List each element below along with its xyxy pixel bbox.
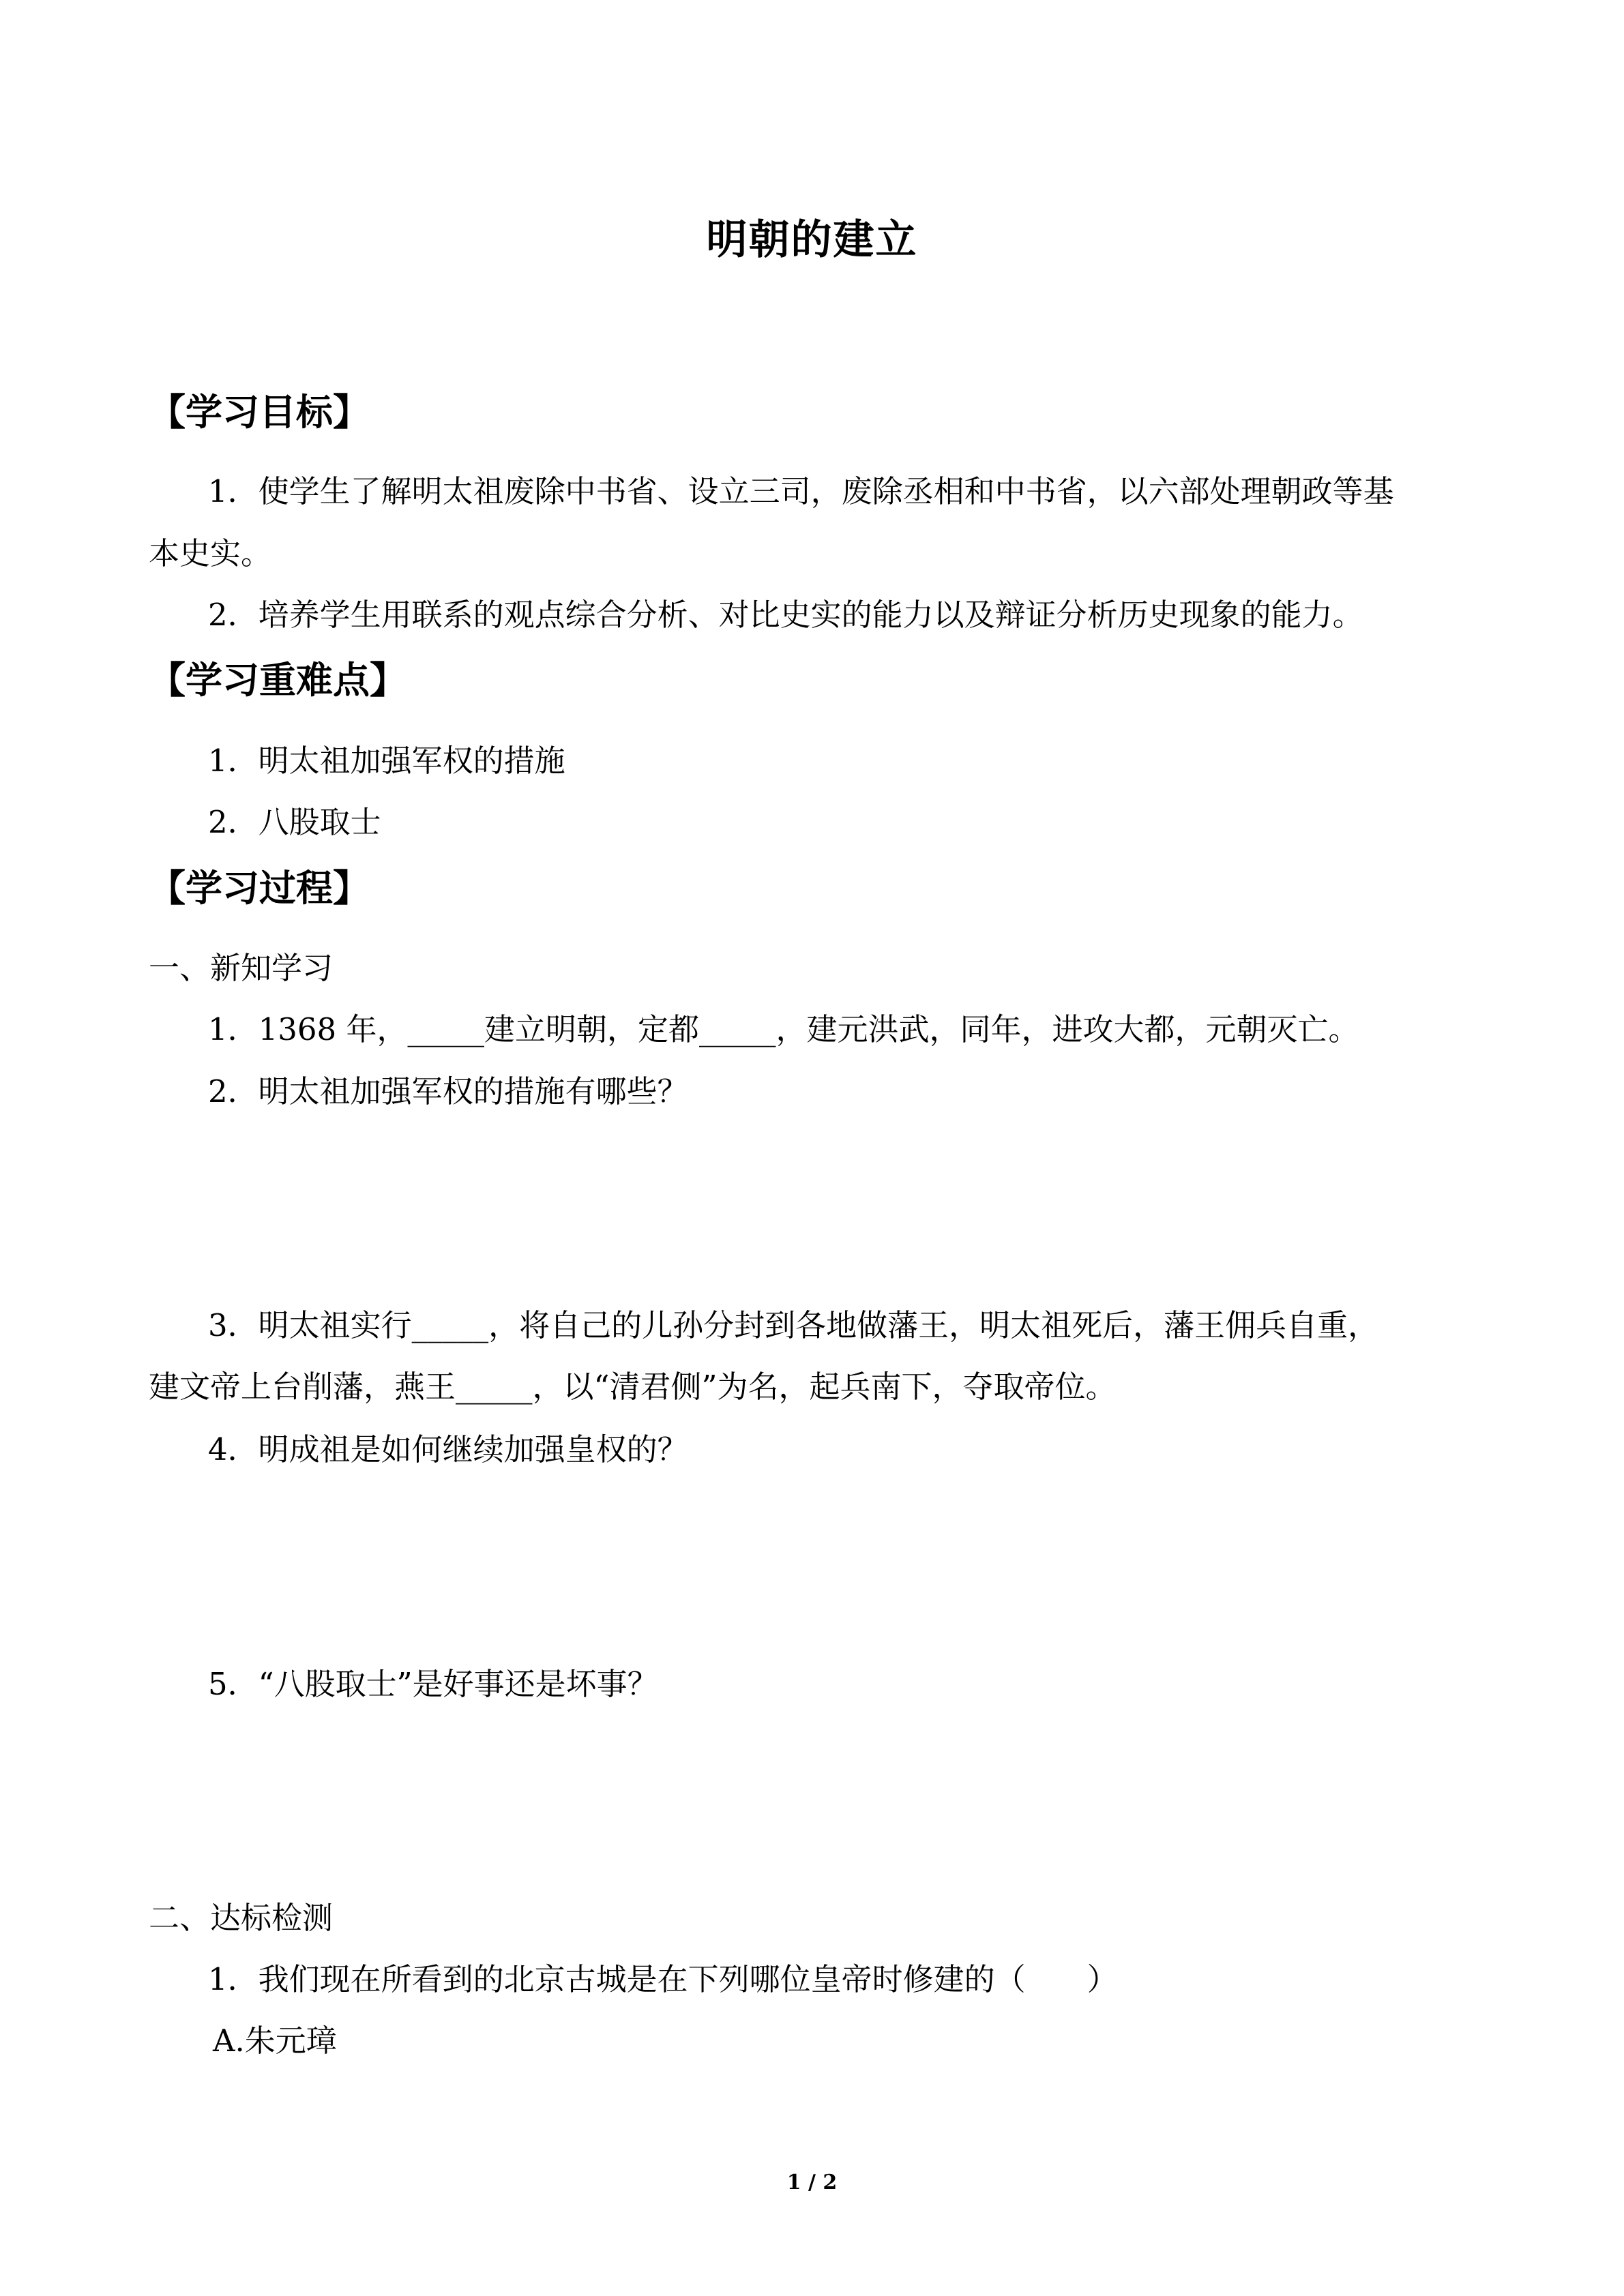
question-4: 4．明成祖是如何继续加强皇权的？ [208,1431,688,1467]
section-heading-process: 【学习过程】 [149,866,370,910]
page-number: 1 / 2 [786,2171,838,2194]
objective-item-1-line-1: 1．使学生了解明太祖废除中书省、设立三司，废除丞相和中书省，以六部处理朝政等基 [208,473,1394,509]
question-3-line-2: 建文帝上台削藩，燕王_____，以“清君侧”为名，起兵南下，夺取帝位。 [149,1369,1117,1405]
section-heading-key-points: 【学习重难点】 [149,658,407,702]
part-two-heading: 二、达标检测 [149,1900,334,1936]
question-5: 5．“八股取士”是好事还是坏事？ [208,1666,658,1702]
page-title: 明朝的建立 [706,216,918,264]
objective-item-2: 2．培养学生用联系的观点综合分析、对比史实的能力以及辩证分析历史现象的能力。 [208,597,1363,633]
check-question-1-option-a: A.朱元璋 [213,2023,337,2059]
section-heading-objectives: 【学习目标】 [149,390,370,434]
key-point-item-1: 1．明太祖加强军权的措施 [208,743,565,779]
key-point-item-2: 2．八股取士 [208,804,381,840]
objective-item-1-line-2: 本史实。 [149,535,272,571]
part-one-heading: 一、新知学习 [149,950,334,986]
question-1: 1．1368 年，_____建立明朝，定都_____，建元洪武，同年，进攻大都，元朝灭亡。 [208,1011,1359,1047]
question-3-line-1: 3．明太祖实行_____，将自己的儿孙分封到各地做藩王，明太祖死后，藩王佣兵自重， [208,1307,1379,1343]
check-question-1: 1．我们现在所看到的北京古城是在下列哪位皇帝时修建的（ ） [208,1961,1118,1997]
question-2: 2．明太祖加强军权的措施有哪些？ [208,1073,688,1109]
